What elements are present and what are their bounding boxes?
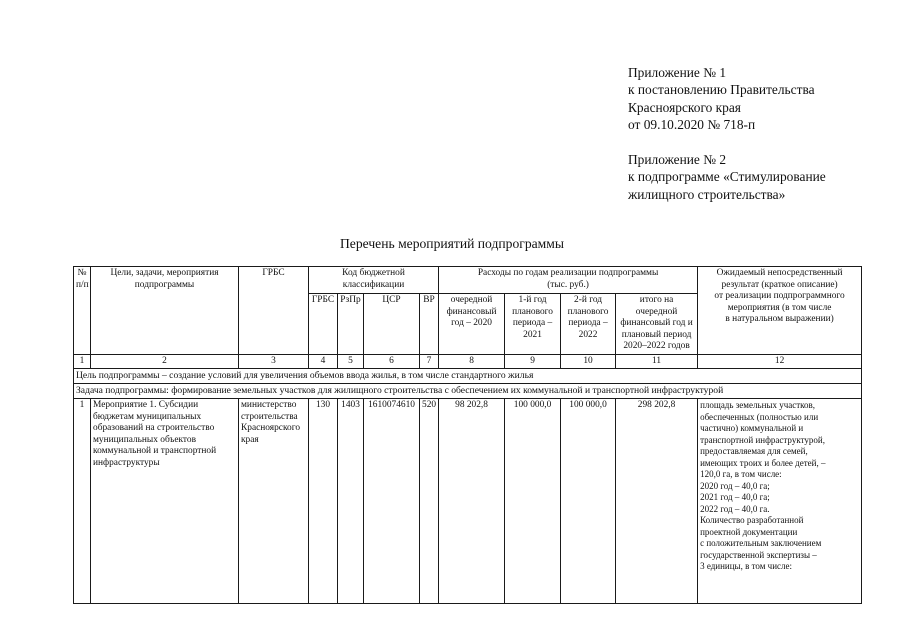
header-expenses-line: (тыс. руб.) [547, 279, 589, 290]
header-exp-year2 [561, 294, 616, 355]
task-row [74, 384, 862, 399]
header-code-rzpr: РзПр [338, 294, 364, 355]
header-budget-code-line: Код бюджетной [342, 268, 405, 278]
header-exp-year1-line: периода – [512, 318, 553, 328]
header-exp-year2-line: планового [567, 306, 609, 317]
header-budget-code-line: классификации [342, 279, 405, 290]
header-grbs: ГРБС [239, 267, 309, 355]
expense-total-value: 298 202,8 [616, 399, 698, 604]
expected-result-line: имеющих троих и более детей, – [700, 457, 826, 468]
column-number: 2 [91, 354, 239, 369]
header-result-line: от реализации подпрограммного [714, 291, 845, 301]
header-exp-total-line: 2020–2022 годов [623, 341, 690, 351]
appendix-2-line: к подпрограмме «Стимулирование [628, 169, 826, 185]
measure-name [91, 399, 239, 604]
header-goals-line: Цели, задачи, мероприятия [110, 268, 219, 278]
header-exp-total [616, 294, 698, 355]
header-exp-year1-line: 2021 [523, 329, 542, 340]
column-number: 9 [505, 354, 561, 369]
header-result-line: мероприятия (в том числе [727, 302, 832, 313]
column-number: 5 [338, 354, 364, 369]
appendix-2-line: Приложение № 2 [628, 152, 727, 167]
header-exp-total-line: итого на [639, 295, 674, 305]
column-number: 11 [616, 354, 698, 369]
expected-result-line: 2021 год – 40,0 га; [700, 492, 770, 502]
header-code-grbs: ГРБС [309, 294, 338, 355]
code-grbs-value: 130 [309, 399, 338, 604]
header-exp-current-line: очередной [450, 295, 493, 305]
expected-result-line: с положительным заключением [700, 538, 822, 548]
goal-text: Цель подпрограммы – создание условий для увеличения объемов ввода жилья, в том числе стандартного жилья [74, 369, 862, 384]
header-num-line: п/п [76, 279, 89, 290]
column-numbers-row [74, 354, 862, 369]
grbs-name [239, 399, 309, 604]
measures-table [73, 266, 862, 604]
header-exp-year2-line: периода – [568, 318, 608, 328]
appendix-1-line: Красноярского края [628, 99, 741, 115]
expected-result-line: Количество разработанной [700, 515, 804, 525]
header-budget-code [309, 267, 439, 294]
header-goals-line: подпрограммы [134, 279, 195, 290]
header-goals [91, 267, 239, 355]
expected-result-line: обеспеченных (полностью или [700, 411, 819, 422]
measure-name-line: муниципальных объектов [93, 434, 197, 445]
measure-name-line: инфраструктуры [93, 457, 160, 468]
header-exp-current [439, 294, 505, 355]
header-exp-year1 [505, 294, 561, 355]
expected-result-line: 2022 год – 40,0 га. [700, 503, 770, 514]
measure-name-line: образований на строительство [93, 423, 215, 433]
measure-name-line: Мероприятие 1. Субсидии [93, 400, 199, 410]
measure-name-line: коммунальной и транспортной [93, 446, 217, 456]
code-csr-value: 1610074610 [364, 399, 420, 604]
expected-result-line: государственной экспертизы – [700, 549, 817, 560]
header-row-1 [74, 267, 862, 294]
grbs-name-line: края [241, 434, 259, 445]
expected-result-line: 3 единицы, в том числе: [700, 561, 793, 571]
appendix-2-header [628, 151, 890, 203]
header-result [698, 267, 862, 355]
header-num [74, 267, 91, 355]
grbs-name-line: Красноярского [241, 423, 301, 433]
header-code-csr: ЦСР [364, 294, 420, 355]
appendix-2-line: жилищного строительства» [628, 186, 786, 202]
header-exp-year2-line: 2022 [578, 329, 598, 340]
expected-result-line: транспортной инфраструктурой, [700, 434, 825, 445]
header-code-vr: ВР [420, 294, 439, 355]
header-result-line: результат (краткое описание) [721, 279, 838, 290]
expected-result [698, 399, 862, 604]
header-exp-total-line: финансовый год и [620, 318, 693, 328]
expense-2022-value: 100 000,0 [561, 399, 616, 604]
header-result-line: Ожидаемый непосредственный [716, 268, 843, 278]
column-number: 7 [420, 354, 439, 369]
goal-row [74, 369, 862, 384]
column-number: 10 [561, 354, 616, 369]
column-number: 12 [698, 354, 862, 369]
appendix-1-header [628, 64, 890, 133]
expected-result-line: 120,0 га, в том числе: [700, 469, 782, 479]
table-row [74, 399, 862, 604]
task-text: Задача подпрограммы: формирование земельных участков для жилищного строительства с обеспечением их коммунальной и транспортной инфраструктурой [74, 384, 862, 399]
expense-2020-value: 98 202,8 [439, 399, 505, 604]
header-exp-total-line: очередной [635, 306, 678, 317]
code-vr-value: 520 [420, 399, 439, 604]
grbs-name-line: строительства [241, 411, 298, 422]
appendix-1-line: Приложение № 1 [628, 65, 727, 80]
column-number: 1 [74, 354, 91, 369]
document-title: Перечень мероприятий подпрограммы [339, 236, 564, 251]
column-number: 4 [309, 354, 338, 369]
column-number: 8 [439, 354, 505, 369]
code-rzpr-value: 1403 [338, 399, 364, 604]
column-number: 3 [239, 354, 309, 369]
grbs-name-line: министерство [241, 400, 297, 410]
column-number: 6 [364, 354, 420, 369]
expense-2021-value: 100 000,0 [505, 399, 561, 604]
expected-result-line: 2020 год – 40,0 га; [700, 480, 770, 491]
header-expenses-line: Расходы по годам реализации подпрограммы [477, 268, 659, 278]
expected-result-line: предоставляемая для семей, [700, 446, 808, 456]
header-exp-current-line: год – 2020 [451, 318, 492, 328]
header-exp-year1-line: планового [512, 306, 553, 317]
expected-result-line: проектной документации [700, 526, 798, 537]
header-exp-total-line: плановый период [621, 329, 692, 340]
header-exp-year1-line: 1-й год [518, 295, 547, 305]
expected-result-line: частично) коммунальной и [700, 423, 804, 433]
header-exp-year2-line: 2-й год [574, 295, 603, 305]
header-num-line: № [77, 268, 87, 278]
appendix-1-line: от 09.10.2020 № 718-п [628, 116, 756, 132]
expected-result-line: площадь земельных участков, [700, 400, 816, 410]
header-expenses [439, 267, 698, 294]
row-number: 1 [74, 399, 91, 604]
header-result-line: в натуральном выражении) [725, 314, 834, 324]
appendix-1-line: к постановлению Правительства [628, 82, 815, 98]
header-exp-current-line: финансовый [446, 306, 497, 317]
measure-name-line: бюджетам муниципальных [93, 411, 202, 422]
